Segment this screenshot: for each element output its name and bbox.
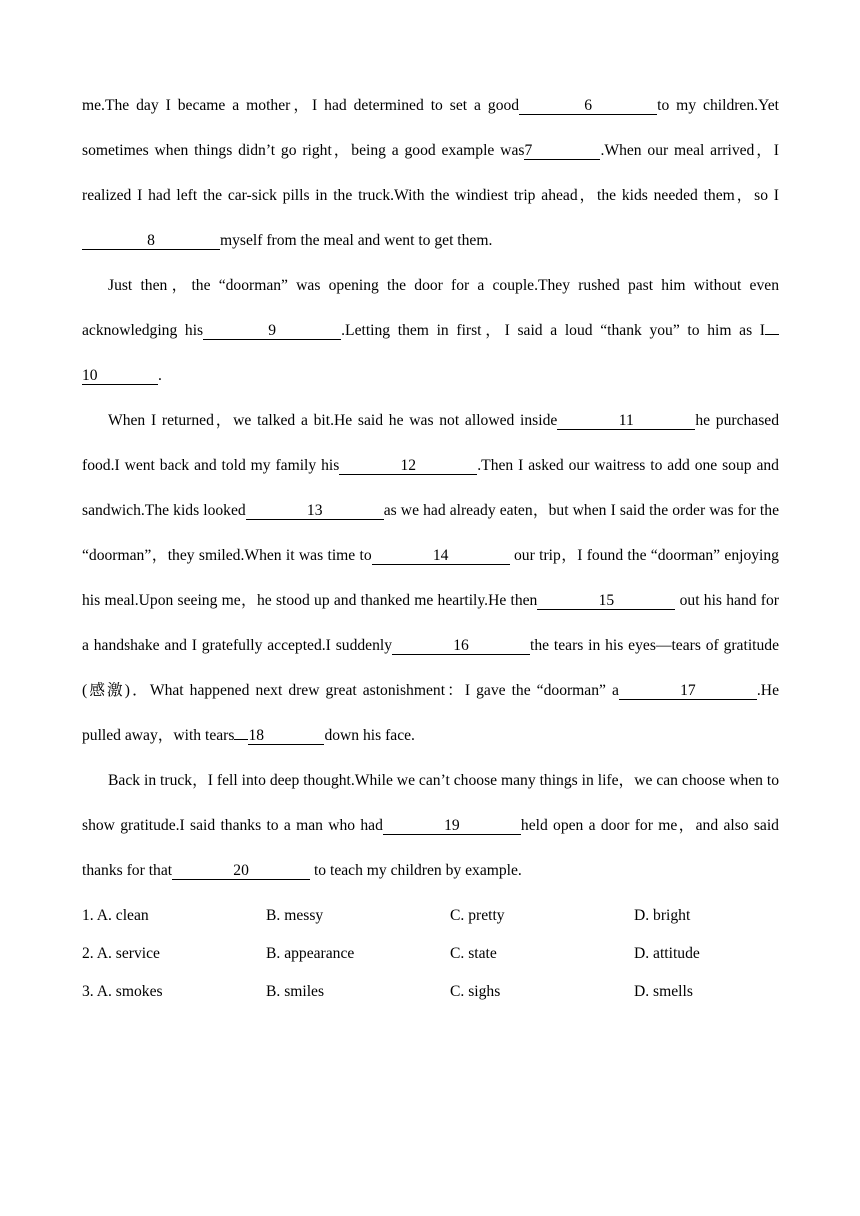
passage-text: .Letting them in first，I said a loud “thank you” to him as I: [341, 322, 765, 339]
passage-text: down his face.: [324, 727, 415, 744]
document-page: [82, 83, 779, 1011]
option-choice[interactable]: B. messy: [266, 907, 324, 924]
cloze-passage: [82, 83, 779, 893]
option-choice[interactable]: B. appearance: [266, 945, 355, 962]
passage-text: held open a door for me，and also said thanks for that: [82, 817, 779, 879]
answer-blank[interactable]: 6: [519, 98, 657, 115]
answer-blank[interactable]: 13: [246, 503, 384, 520]
passage-text: Back in truck，I fell into deep thought.While we can’t choose many things in life，we can choose when to show gratitude.I said thanks to a man who had: [82, 772, 779, 834]
passage-text: the tears in his eyes—tears of gratitude (感激)．What happened next drew great astonishment：I gave the “doorman” a: [82, 637, 779, 699]
answer-blank[interactable]: 7: [524, 143, 600, 160]
passage-text: .He pulled away，with tears: [82, 682, 779, 744]
passage-text: .Then I asked our waitress to add one soup and sandwich.The kids looked: [82, 457, 779, 519]
answer-blank[interactable]: 16: [392, 638, 530, 655]
passage-text: out his hand for a handshake and I gratefully accepted.I suddenly: [82, 592, 779, 654]
passage-paragraph: [82, 398, 779, 758]
answer-options: [82, 897, 779, 1011]
option-choice[interactable]: 1. A. clean: [82, 907, 149, 924]
answer-blank[interactable]: 15: [537, 593, 675, 610]
option-row: [82, 973, 779, 1011]
answer-blank[interactable]: 14: [372, 548, 510, 565]
option-choice[interactable]: B. smiles: [266, 983, 325, 1000]
answer-blank[interactable]: 10: [82, 368, 158, 385]
answer-blank[interactable]: 17: [619, 683, 757, 700]
passage-text: to my children.Yet sometimes when things didn’t go right，being a good example was: [82, 97, 779, 159]
passage-text: to teach my children by example.: [310, 862, 522, 879]
answer-blank[interactable]: 12: [339, 458, 477, 475]
passage-paragraph: [82, 758, 779, 893]
answer-blank[interactable]: [234, 739, 248, 740]
option-choice[interactable]: C. state: [450, 945, 497, 962]
passage-text: .When our meal arrived，I realized I had left the car-sick pills in the truck.With the windiest trip ahead，the kids needed them，so I: [82, 142, 780, 204]
passage-text: he purchased food.I went back and told my family his: [82, 412, 779, 474]
option-choice[interactable]: 3. A. smokes: [82, 983, 163, 1000]
option-choice[interactable]: D. attitude: [634, 945, 700, 962]
passage-text: our trip，I found the “doorman” enjoying his meal.Upon seeing me，he stood up and thanked me heartily.He then: [82, 547, 779, 609]
option-choice[interactable]: 2. A. service: [82, 945, 160, 962]
answer-blank[interactable]: 9: [203, 323, 341, 340]
passage-text: me.The day I became a mother，I had determined to set a good: [82, 97, 520, 114]
answer-blank[interactable]: [765, 334, 779, 335]
option-choice[interactable]: D. smells: [634, 983, 693, 1000]
passage-text: When I returned，we talked a bit.He said he was not allowed inside: [108, 412, 558, 429]
option-row: [82, 897, 779, 935]
passage-paragraph: [82, 263, 779, 398]
option-choice[interactable]: D. bright: [634, 907, 691, 924]
passage-text: as we had already eaten，but when I said the order was for the “doorman”，they smiled.When it was time to: [82, 502, 779, 564]
answer-blank[interactable]: 11: [557, 413, 695, 430]
answer-blank[interactable]: 20: [172, 863, 310, 880]
answer-blank[interactable]: 19: [383, 818, 521, 835]
option-row: [82, 935, 779, 973]
passage-text: .: [158, 367, 162, 384]
answer-blank[interactable]: 8: [82, 233, 220, 250]
passage-text: myself from the meal and went to get them.: [220, 232, 493, 249]
option-choice[interactable]: C. pretty: [450, 907, 505, 924]
answer-blank[interactable]: 18: [248, 728, 324, 745]
passage-paragraph: [82, 83, 779, 263]
passage-text: Just then，the “doorman” was opening the door for a couple.They rushed past him without even acknowledging his: [82, 277, 779, 339]
option-choice[interactable]: C. sighs: [450, 983, 501, 1000]
